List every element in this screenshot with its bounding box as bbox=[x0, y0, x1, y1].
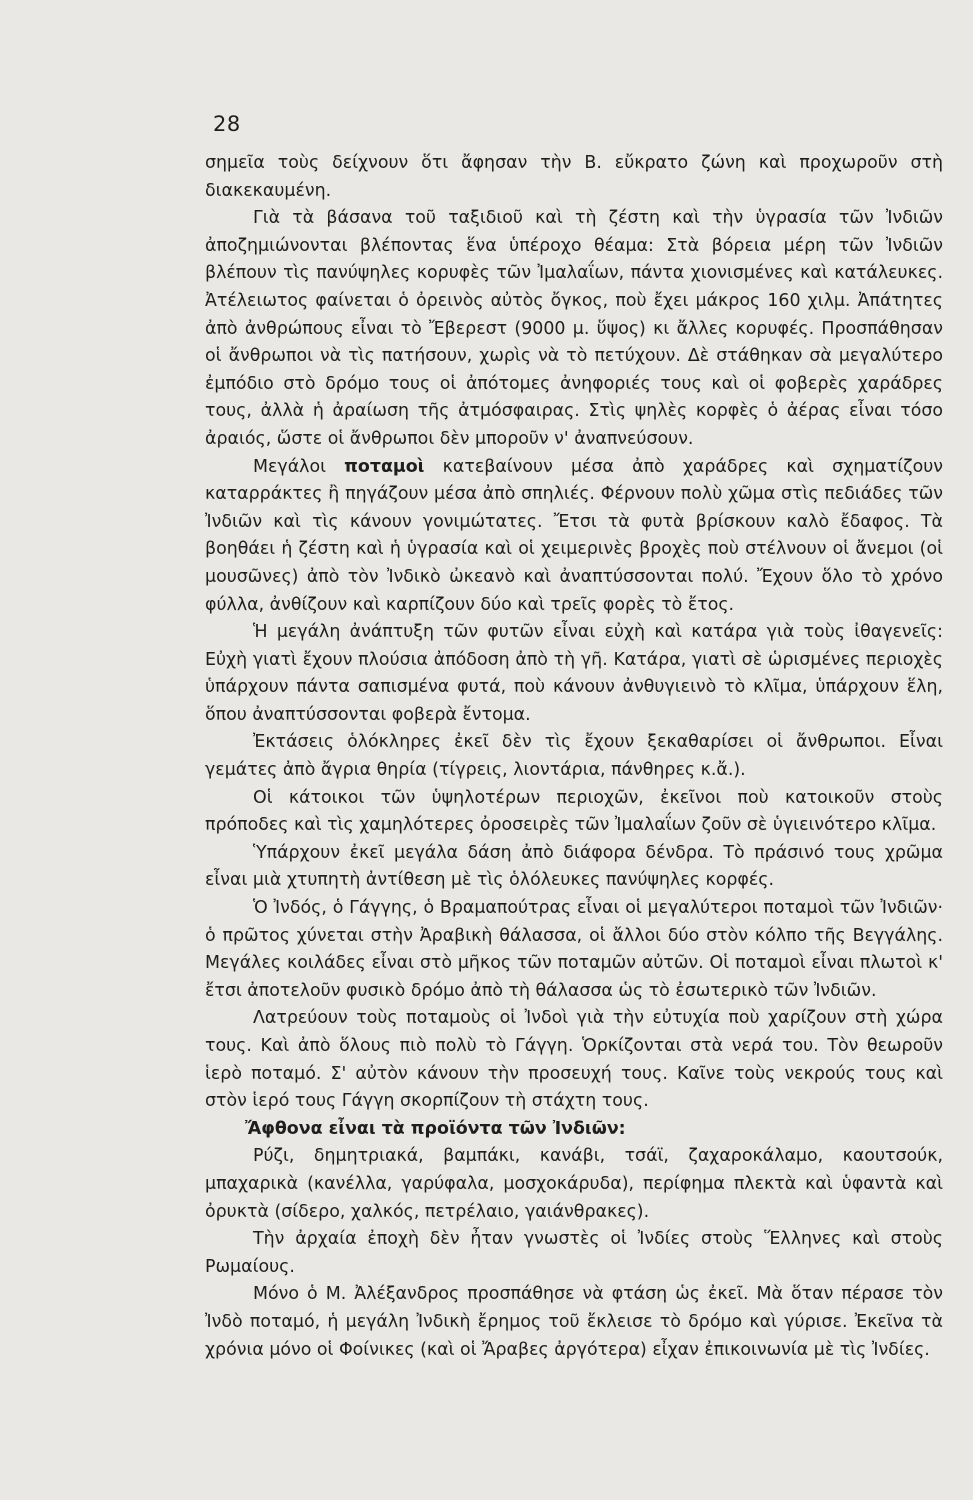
paragraph-9: Λατρεύουν τοὺς ποταμοὺς οἱ Ἰνδοὶ γιὰ τὴν εὐτυχία ποὺ χαρίζουν στὴ χώρα τους. Καὶ ἀπὸ ὅλους πιὸ πολὺ τὸ Γάγγη. Ὁρκίζονται στὰ νερά του. Τὸν θεωροῦν ἱερὸ ποταμό. Σ' αὐτὸν κάνουν τὴν προσευχή τους. Καῖνε τοὺς νεκρούς τους καὶ στὸν ἱερό τους Γάγγη σκορπίζουν τὴ στάχτη τους. bbox=[205, 1008, 943, 1112]
paragraph-3-rest: κατεβαίνουν μέσα ἀπὸ χαράδρες καὶ σχηματίζουν καταρράκτες ἢ πηγάζουν μέσα ἀπὸ σπηλιές. Φέρνουν πολὺ χῶμα στὶς πεδιάδες τῶν Ἰνδιῶν καὶ τὶς κάνουν γονιμώτατες. Ἔτσι τὰ φυτὰ βρίσκουν καλὸ ἔδαφος. Τὰ βοηθάει ἡ ζέστη καὶ ἡ ὑγρασία καὶ οἱ χειμερινὲς βροχὲς ποὺ στέλνουν οἱ ἄνεμοι (οἱ μουσῶνες) ἀπὸ τὸν Ἰνδικὸ ὠκεανὸ καὶ ἀναπτύσσονται πολύ. Ἔχουν ὅλο τὸ χρόνο φύλλα, ἀνθίζουν καὶ καρπίζουν δύο καὶ τρεῖς φορὲς τὸ ἔτος. bbox=[205, 456, 943, 615]
paragraph-4: Ἡ μεγάλη ἀνάπτυξη τῶν φυτῶν εἶναι εὐχὴ καὶ κατάρα γιὰ τοὺς ἰθαγενεῖς: Εὐχὴ γιατὶ ἔχουν πλούσια ἀπόδοση ἀπὸ τὴ γῆ. Κατάρα, γιατὶ σὲ ὡρισμένες περιοχὲς ὑπάρχουν πάντα σαπισμένα φυτά, ποὺ κάνουν ἀνθυγιεινὸ τὸ κλῖμα, ὑπάρχουν ἕλη, ὅπου ἀναπτύσσονται φοβερὰ ἔντομα. bbox=[205, 622, 943, 725]
paragraph-1: σημεῖα τοὺς δείχνουν ὅτι ἄφησαν τὴν Β. εὔκρατο ζώνη καὶ προχωροῦν στὴ διακεκαυμένη. bbox=[205, 153, 943, 201]
rivers-bold-term: ποταμοὶ bbox=[344, 456, 425, 477]
paragraph-11: Τὴν ἀρχαία ἐποχὴ δὲν ἦταν γνωστὲς οἱ Ἰνδίες στοὺς Ἕλληνες καὶ στοὺς Ρωμαίους. bbox=[205, 1229, 943, 1277]
paragraph-2: Γιὰ τὰ βάσανα τοῦ ταξιδιοῦ καὶ τὴ ζέστη καὶ τὴν ὑγρασία τῶν Ἰνδιῶν ἀποζημιώνονται βλέποντας ἕνα ὑπέροχο θέαμα: Στὰ βόρεια μέρη τῶν Ἰνδιῶν βλέπουν τὶς πανύψηλες κορυφὲς τῶν Ἰμαλαΐων, πάντα χιονισμένες καὶ κατάλευκες. Ἀτέλειωτος φαίνεται ὁ ὀρεινὸς αὐτὸς ὄγκος, ποὺ ἔχει μάκρος 160 χιλμ. Ἀπάτητες ἀπὸ ἀνθρώπους εἶναι τὸ Ἔβερεστ (9000 μ. ὕψος) κι ἄλλες κορυφές. Προσπάθησαν οἱ ἄνθρωποι νὰ τὶς πατήσουν, χωρὶς νὰ τὸ πετύχουν. Δὲ στάθηκαν σὰ μεγαλύτερο ἐμπόδιο στὸ δρόμο τους οἱ ἀπότομες ἀνηφοριές τους καὶ οἱ φοβερὲς χαράδρες τους, ἀλλὰ ἡ ἀραίωση τῆς ἀτμόσφαιρας. Στὶς ψηλὲς κορφὲς ὁ ἀέρας εἶναι τόσο ἀραιός, ὥστε οἱ ἄνθρωποι δὲν μποροῦν ν' ἀναπνεύσουν. bbox=[205, 208, 943, 449]
paragraph-3 bbox=[205, 454, 943, 620]
paragraph-3-start: Μεγάλοι bbox=[253, 456, 345, 477]
paragraph-12: Μόνο ὁ Μ. Ἀλέξανδρος προσπάθησε νὰ φτάση ὡς ἐκεῖ. Μὰ ὅταν πέρασε τὸν Ἰνδὸ ποταμό, ἡ μεγάλη Ἰνδικὴ ἔρημος τοῦ ἔκλεισε τὸ δρόμο καὶ γύρισε. Ἐκεῖνα τὰ χρόνια μόνο οἱ Φοίνικες (καὶ οἱ Ἄραβες ἀργότερα) εἶχαν ἐπικοινωνία μὲ τὶς Ἰνδίες. bbox=[205, 1284, 943, 1360]
section-heading: Ἄφθονα εἶναι τὰ προϊόντα τῶν Ἰνδιῶν: bbox=[245, 1118, 626, 1139]
paragraph-7: Ὑπάρχουν ἐκεῖ μεγάλα δάση ἀπὸ διάφορα δένδρα. Τὸ πράσινό τους χρῶμα εἶναι μιὰ χτυπητὴ ἀντίθεση μὲ τὶς ὁλόλευκες πανύψηλες κορφές. bbox=[205, 842, 943, 891]
page-number: 28 bbox=[213, 112, 241, 136]
paragraph-8: Ὁ Ἰνδός, ὁ Γάγγης, ὁ Βραμαπούτρας εἶναι οἱ μεγαλύτεροι ποταμοὶ τῶν Ἰνδιῶν· ὁ πρῶτος χύνεται στὴν Ἀραβικὴ θάλασσα, οἱ ἄλλοι δύο στὸν κόλπο τῆς Βεγγάλης. Μεγάλες κοιλάδες εἶναι στὸ μῆκος τῶν ποταμῶν αὐτῶν. Οἱ ποταμοὶ εἶναι πλωτοὶ κ' ἔτσι ἀποτελοῦν φυσικὸ δρόμο ἀπὸ τὴ θάλασσα ὡς τὸ ἐσωτερικὸ τῶν Ἰνδιῶν. bbox=[205, 898, 943, 1001]
body-text bbox=[205, 150, 943, 1364]
paragraph-10: Ρύζι, δημητριακά, βαμπάκι, κανάβι, τσάϊ, ζαχαροκάλαμο, καουτσούκ, μπαχαρικὰ (κανέλλα, γαρύφαλα, μοσχοκάρυδα), περίφημα πλεκτὰ καὶ ὑφαντὰ καὶ ὀρυκτὰ (σίδερο, χαλκός, πετρέλαιο, γαιάνθρακες). bbox=[205, 1146, 943, 1222]
paragraph-6: Οἱ κάτοικοι τῶν ὑψηλοτέρων περιοχῶν, ἐκεῖνοι ποὺ κατοικοῦν στοὺς πρόποδες καὶ τὶς χαμηλότερες ὀροσειρὲς τῶν Ἰμαλαΐων ζοῦν σὲ ὑγιεινότερο κλῖμα. bbox=[205, 787, 943, 836]
paragraph-5: Ἐκτάσεις ὁλόκληρες ἐκεῖ δὲν τὶς ἔχουν ξεκαθαρίσει οἱ ἄνθρωποι. Εἶναι γεμάτες ἀπὸ ἄγρια θηρία (τίγρεις, λιοντάρια, πάνθηρες κ.ἄ.). bbox=[205, 732, 943, 781]
